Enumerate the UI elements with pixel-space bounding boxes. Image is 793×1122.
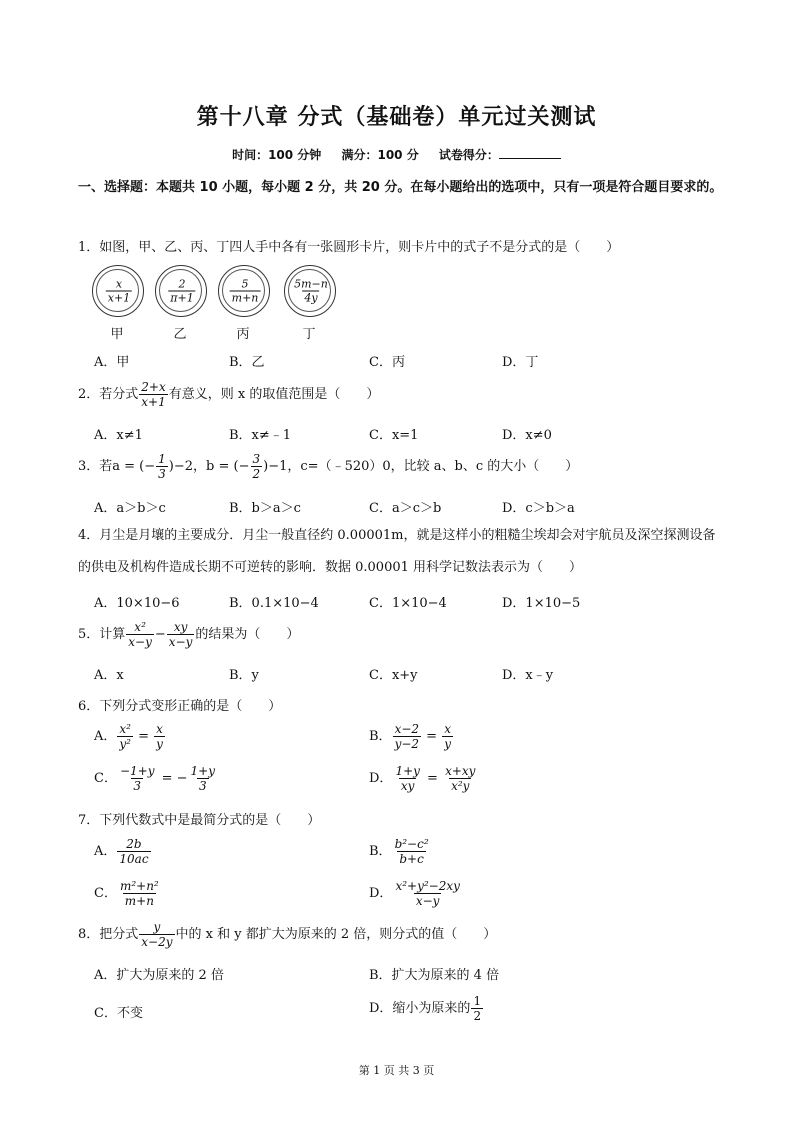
option-b: B．扩大为原来的 4 倍	[369, 968, 500, 983]
card-yi	[155, 265, 207, 317]
option-c: C． $\frac{-1+y}{3}$ = − $\frac{1+y}{3}$	[94, 764, 216, 793]
score-field	[439, 148, 561, 162]
question-6-stem: 6．下列分式变形正确的是（ ）	[78, 699, 282, 714]
option-a: A．扩大为原来的 2 倍	[94, 968, 224, 983]
card-fraction: $\frac{5m-n}{4y}$	[294, 277, 328, 305]
question-7-stem: 7．下列代数式中是最简分式的是（ ）	[78, 813, 321, 828]
option-d: D．x﹣y	[502, 668, 554, 683]
option-c: C．x=1	[369, 428, 419, 443]
exam-meta	[0, 146, 793, 163]
option-a: A． $\frac{\text{x²}}{\text{y²}}$ = $\frac{x}{y}$	[94, 722, 163, 751]
option-a: A．10×10−6	[94, 596, 180, 611]
option-b: B．乙	[229, 355, 265, 370]
section-heading: 一、选择题：本题共 10 小题，每小题 2 分，共 20 分。在每小题给出的选项中，只有一项是符合题目要求的。	[78, 180, 723, 195]
full-score: 满分：100 分	[341, 148, 419, 162]
option-c: C．a＞c＞b	[369, 501, 442, 516]
option-d: D．1×10−5	[502, 596, 581, 611]
option-b: B．b＞a＞c	[229, 501, 301, 516]
card-bing	[218, 265, 270, 317]
option-b: B． $\frac{\text{b²−c²}}{b+c}$	[369, 837, 429, 866]
card-label: 丙	[236, 327, 250, 342]
page-title: 第十八章 分式（基础卷）单元过关测试	[196, 105, 597, 130]
card-jia	[92, 265, 144, 317]
page-footer: 第 1 页 共 3 页	[358, 1064, 435, 1077]
option-d: D．丁	[502, 355, 539, 370]
option-a: A． $\frac{2b}{10ac}$	[94, 837, 149, 866]
card-fraction: $\frac{5}{m+n}$	[231, 277, 259, 305]
option-d: D． $\frac{\text{x²+y²−2xy}}{x-y}$	[369, 879, 460, 908]
option-c: C．不变	[94, 1006, 143, 1021]
card-fraction: $\frac{x}{x+1}$	[107, 277, 131, 305]
option-a: A．a＞b＞c	[94, 501, 166, 516]
card-fraction: $\frac{2}{\pi+1}$	[170, 277, 194, 305]
option-c: C．x+y	[369, 668, 418, 683]
option-a: A．x	[94, 668, 124, 683]
option-d: D．x≠0	[502, 428, 552, 443]
option-c: C．1×10−4	[369, 596, 447, 611]
option-d: D．c＞b＞a	[502, 501, 575, 516]
option-a: A．x≠1	[94, 428, 143, 443]
option-c: C． $\frac{\text{m²+n²}}{m+n}$	[94, 879, 159, 908]
card-label: 甲	[110, 327, 124, 342]
card-ding	[284, 265, 336, 317]
option-c: C．丙	[369, 355, 405, 370]
question-1-stem: 1．如图，甲、乙、丙、丁四人手中各有一张圆形卡片，则卡片中的式子不是分式的是（ ）	[78, 240, 620, 255]
option-a: A．甲	[94, 355, 130, 370]
time-limit: 时间：100 分钟	[232, 148, 322, 162]
question-5-stem: 5．计算 $\frac{\text{x²}}{x-y}$ − $\frac{xy}{x-y}$ 的结果为（ ）	[78, 620, 300, 649]
question-8-stem: 8．把分式 $\frac{y}{x-2y}$ 中的 x 和 y 都扩大为原来的 2 倍，则分式的值（ ）	[78, 920, 497, 949]
option-b: B．0.1×10−4	[229, 596, 319, 611]
question-4-stem: 4．月尘是月壤的主要成分．月尘一般直径约 0.00001m，就是这样小的粗糙尘埃却会对宇航员及深空探测设备的供电及机构件造成长期不可逆转的影响．数据 0.00001 用科学记数法表示为（ ）	[78, 528, 716, 575]
option-d: D． $\frac{1+y}{xy}$ = $\frac{x+xy}{\text{x²y}}$	[369, 764, 476, 793]
score-label: 试卷得分：	[438, 148, 499, 162]
fraction: $\frac{xy}{x-y}$	[168, 620, 193, 649]
fraction: $\frac{y}{x-2y}$	[141, 920, 173, 949]
score-blank	[499, 148, 561, 159]
fraction: $\frac{3}{2}$	[252, 452, 261, 481]
question-2-stem: 2．若分式 $\frac{2+x}{x+1}$ 有意义，则 x 的取值范围是（ ）	[78, 380, 380, 409]
card-label: 丁	[302, 327, 316, 342]
fraction: $\frac{1}{3}$	[158, 452, 166, 481]
option-b: B．y	[229, 668, 259, 683]
card-label: 乙	[173, 327, 187, 342]
option-b: B． $\frac{x-2}{y-2}$ = $\frac{x}{y}$	[369, 722, 451, 751]
fraction: $\frac{\text{x²}}{x-y}$	[128, 620, 152, 649]
option-d: D．缩小为原来的 $\frac{1}{2}$	[369, 994, 482, 1023]
option-b: B．x≠﹣1	[229, 428, 292, 443]
fraction: $\frac{2+x}{x+1}$	[141, 380, 166, 409]
question-3-stem: 3．若a = (− $\frac{1}{3}$ )−2，b = (− $\frac{3}{2}$ )−1，c=（﹣520）0，比较 a、b、c 的大小（ ）	[78, 452, 579, 481]
